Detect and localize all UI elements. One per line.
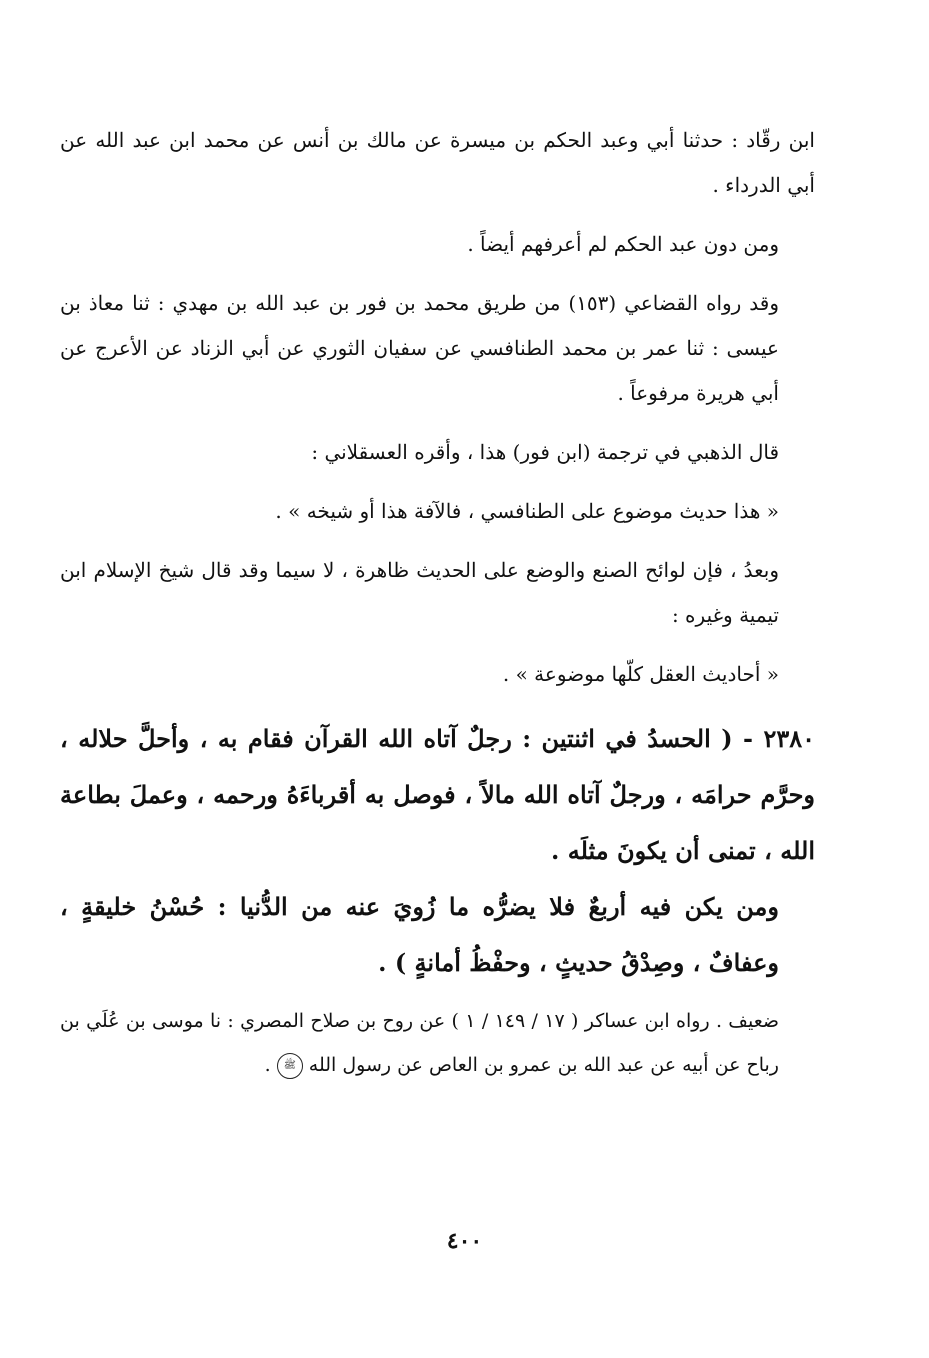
paragraph-dhahabi-quote: « هذا حديث موضوع على الطنافسي ، فالآفة هذا أو شيخه » . bbox=[275, 499, 779, 523]
paragraph-comment-1: ومن دون عبد الحكم لم أعرفهم أيضاً . bbox=[467, 232, 779, 256]
page-body bbox=[60, 118, 815, 1087]
hadith-2380-text: ٢٣٨٠ - ( الحسدُ في اثنتين : رجلٌ آتاه الله القرآن فقام به ، وأحلَّ حلاله ، وحرَّم حرامَه ، ورجلٌ آتاه الله مالاً ، فوصل به أقرباءَهُ ورحمه ، وعملَ بطاعة الله ، تمنى أن يكونَ مثلَه . bbox=[60, 724, 815, 865]
paragraph-qudai-narration: وقد رواه القضاعي (١٥٣) من طريق محمد بن فور بن عبد الله بن مهدي : ثنا معاذ بن عيسى : ثنا عمر بن محمد الطنافسي عن سفيان الثوري عن أبي الزناد عن الأعرج عن أبي هريرة مرفوعاً . bbox=[60, 291, 779, 405]
paragraph-ibn-taymiyya-intro: وبعدُ ، فإن لوائح الصنع والوضع على الحديث ظاهرة ، لا سيما وقد قال شيخ الإسلام ابن تيمية وغيره : bbox=[60, 558, 779, 627]
paragraph-ibn-taymiyya-quote: « أحاديث العقل كلّها موضوعة » . bbox=[502, 662, 779, 686]
paragraph-dhahabi-quote-intro: قال الذهبي في ترجمة (ابن فور) هذا ، وأقره العسقلاني : bbox=[311, 440, 779, 464]
takhrij-end: . bbox=[264, 1054, 271, 1076]
paragraph-isnad-1: ابن رقّاد : حدثنا أبي وعبد الحكم بن ميسرة عن مالك بن أنس عن محمد ابن عبد الله عن أبي الدرداء . bbox=[60, 128, 815, 197]
salawat-seal-icon: ﷺ bbox=[277, 1053, 303, 1079]
hadith-2380-continuation: ومن يكن فيه أربعٌ فلا يضرُّه ما زُويَ عنه من الدُّنيا : حُسْنُ خليقةٍ ، وعفافٌ ، وصِدْقُ حديثٍ ، وحفْظُ أمانةٍ ) . bbox=[60, 892, 779, 977]
page-number: ٤٠٠ bbox=[446, 1228, 483, 1254]
takhrij-paragraph bbox=[60, 999, 815, 1087]
takhrij-text: ضعيف . رواه ابن عساكر ( ١٧ / ١٤٩ / ١ ) عن روح بن صلاح المصري : نا موسى بن عُلَي بن رباح عن أبيه عن عبد الله بن عمرو بن العاص عن رسول الله bbox=[60, 1010, 780, 1076]
